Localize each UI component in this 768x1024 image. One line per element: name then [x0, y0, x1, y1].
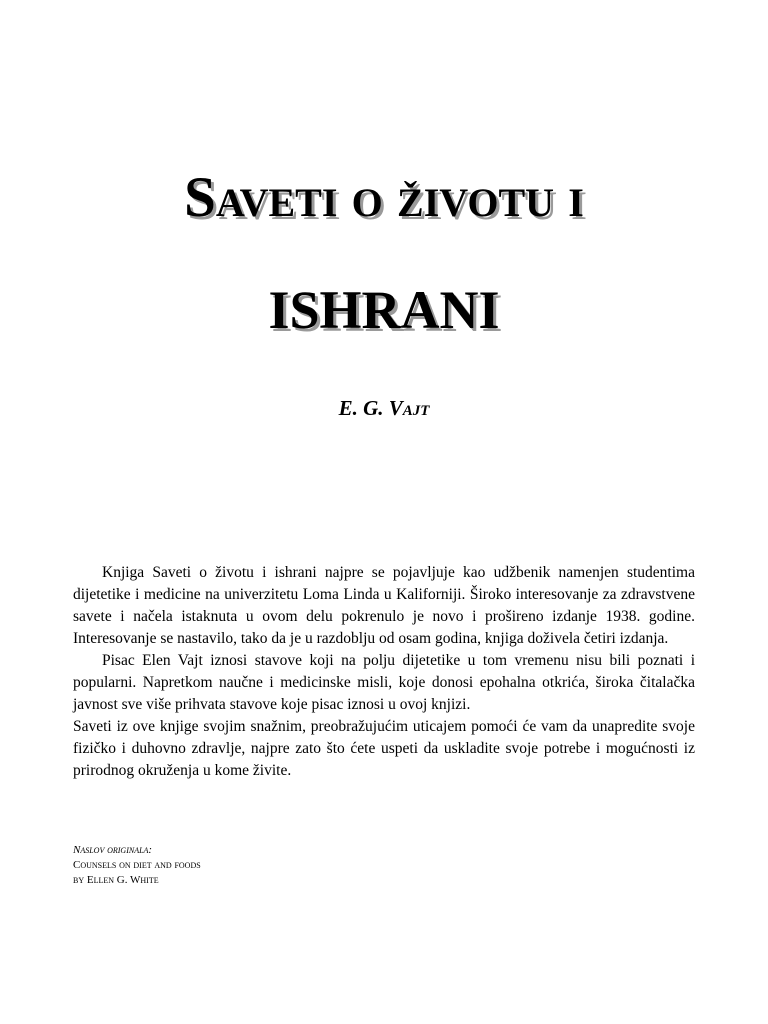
description-text — [73, 562, 695, 782]
paragraph-1: Knjiga Saveti o životu i ishrani najpre se pojavljuje kao udžbenik namenjen studentima dijetetike i medicine na univerzitetu Loma Linda u Kaliforniji. Široko interesovanje za zdravstvene savete i načela istaknuta u ovom delu pokrenulo je novo i prošireno izdanje 1938. godine. Interesovanje se nastavilo, tako da je u razdoblju od osam godina, knjiga doživela četiri izdanja. — [73, 564, 695, 647]
paragraph-2: Pisac Elen Vajt iznosi stavove koji na polju dijetetike u tom vremenu nisu bili poznati i popularni. Napretkom naučne i medicinske misli, koje donosi epohalna otkrića, široka čitalačka javnost sve više prihvata stavove koje pisac iznosi u ovoj knjizi. — [73, 652, 695, 713]
book-title-line-1: Saveti o životu i — [184, 166, 584, 229]
original-author: by Ellen G. White — [73, 874, 159, 886]
book-title-line-2: ISHRANI — [268, 280, 500, 340]
paragraph-3: Saveti iz ove knjige svojim snažnim, preobražujućim uticajem pomoći će vam da unapredite svoje fizičko i duhovno zdravlje, najpre zato što ćete uspeti da uskladite svoje potrebe i mogućnosti iz prirodnog okruženja u kome živite. — [73, 718, 695, 779]
author-name: E. G. Vajt — [338, 396, 430, 420]
original-title-block — [73, 843, 201, 888]
original-title: Counsels on diet and foods — [73, 859, 201, 871]
original-title-label: Naslov originala: — [73, 844, 153, 856]
